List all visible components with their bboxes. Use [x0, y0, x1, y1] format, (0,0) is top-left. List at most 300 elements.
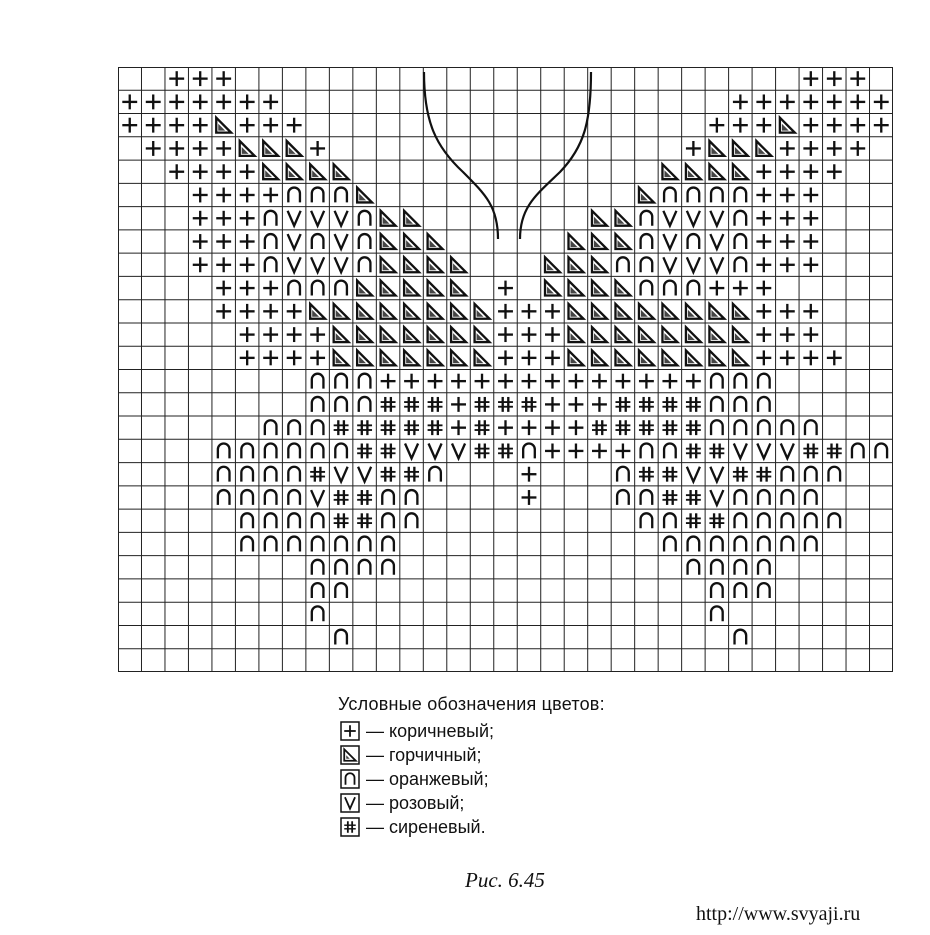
stitch-brown: [733, 94, 748, 109]
color-legend: [338, 694, 605, 839]
stitch-lilac: [686, 443, 701, 458]
stitch-brown: [615, 443, 630, 458]
stitch-lilac: [404, 397, 419, 412]
stitch-mustard: [545, 281, 560, 296]
stitch-brown: [193, 164, 208, 179]
stitch-mustard: [592, 257, 607, 272]
stitch-pink: [663, 234, 676, 249]
stitch-orange: [735, 397, 747, 412]
stitch-orange: [664, 281, 676, 296]
stitch-orange: [805, 537, 817, 552]
stitch-mustard: [357, 281, 372, 296]
stitch-mustard: [357, 304, 372, 319]
stitch-mustard: [334, 164, 349, 179]
stitch-brown: [803, 327, 818, 342]
stitch-brown: [122, 94, 137, 109]
knitting-chart-grid: [118, 67, 893, 672]
stitch-orange: [711, 606, 723, 621]
stitch-brown: [475, 374, 490, 389]
stitch-brown: [803, 304, 818, 319]
stitch-brown: [803, 141, 818, 156]
stitch-brown: [780, 327, 795, 342]
stitch-lilac: [381, 443, 396, 458]
stitch-brown: [850, 71, 865, 86]
stitch-brown: [522, 467, 537, 482]
stitch-lilac: [522, 397, 537, 412]
stitch-mustard: [404, 327, 419, 342]
stitch-orange: [335, 583, 347, 598]
stitch-pink: [710, 234, 723, 249]
stitch-orange: [265, 443, 277, 458]
stitch-mustard: [334, 350, 349, 365]
stitch-brown: [827, 350, 842, 365]
stitch-pink: [335, 257, 348, 272]
stitch-brown: [545, 304, 560, 319]
stitch-brown: [803, 94, 818, 109]
legend-title: Условные обозначения цветов:: [338, 694, 605, 714]
stitch-brown: [146, 141, 161, 156]
stitch-brown: [216, 94, 231, 109]
stitch-orange: [335, 281, 347, 296]
stitch-mustard: [545, 257, 560, 272]
stitch-orange: [406, 490, 418, 505]
stitch-orange: [641, 257, 653, 272]
stitch-orange: [758, 513, 770, 528]
stitch-orange: [688, 537, 700, 552]
stitch-mustard: [381, 327, 396, 342]
stitch-mustard: [451, 327, 466, 342]
stitch-pink: [663, 257, 676, 272]
stitch-brown: [451, 374, 466, 389]
stitch-orange: [288, 188, 300, 203]
stitch-mustard: [592, 350, 607, 365]
stitch-lilac: [639, 467, 654, 482]
stitch-orange: [805, 513, 817, 528]
stitch-brown: [569, 443, 584, 458]
stitch-mustard: [451, 281, 466, 296]
stitch-orange: [735, 374, 747, 389]
stitch-lilac: [686, 490, 701, 505]
stitch-lilac: [615, 397, 630, 412]
stitch-orange: [664, 537, 676, 552]
stitch-brown: [193, 257, 208, 272]
stitch-brown: [756, 211, 771, 226]
stitch-mustard: [357, 327, 372, 342]
grid-lines: [118, 67, 893, 672]
stitch-orange: [335, 374, 347, 389]
stitch-brown: [310, 327, 325, 342]
stitch-orange: [288, 281, 300, 296]
left-antenna: [424, 72, 498, 239]
stitch-brown: [756, 234, 771, 249]
stitch-mustard: [475, 327, 490, 342]
stitch-orange: [359, 560, 371, 575]
stitch-mustard: [569, 304, 584, 319]
stitch-orange: [735, 420, 747, 435]
stitch-brown: [263, 94, 278, 109]
legend-label-pink: — розовый;: [366, 792, 465, 813]
stitch-orange: [735, 583, 747, 598]
stitch-lilac: [592, 420, 607, 435]
legend-label-orange: — оранжевый;: [366, 768, 489, 789]
stitch-mustard: [780, 118, 795, 133]
stitch-pink: [710, 490, 723, 505]
stitch-orange: [265, 537, 277, 552]
stitch-brown: [193, 234, 208, 249]
stitch-mustard: [428, 327, 443, 342]
stitch-brown: [639, 374, 654, 389]
stitch-orange: [288, 490, 300, 505]
stitch-mustard: [733, 304, 748, 319]
stitch-orange: [359, 537, 371, 552]
stitch-lilac: [381, 467, 396, 482]
stitch-mustard: [615, 281, 630, 296]
stitch-brown: [498, 304, 513, 319]
stitch-brown: [756, 164, 771, 179]
stitch-orange: [265, 420, 277, 435]
stitch-orange: [382, 560, 394, 575]
stitch-brown: [756, 281, 771, 296]
stitch-mustard: [569, 257, 584, 272]
stitch-brown: [193, 211, 208, 226]
stitch-brown: [756, 118, 771, 133]
stitch-brown: [780, 211, 795, 226]
stitch-brown: [240, 304, 255, 319]
stitch-mustard: [756, 141, 771, 156]
stitch-brown: [169, 141, 184, 156]
stitch-mustard: [357, 188, 372, 203]
stitch-mustard: [592, 304, 607, 319]
stitch-mustard: [662, 327, 677, 342]
stitch-mustard: [216, 118, 231, 133]
stitch-mustard: [615, 304, 630, 319]
stitch-brown: [662, 374, 677, 389]
stitch-pink: [358, 467, 371, 482]
stitch-brown: [498, 327, 513, 342]
stitch-brown: [592, 397, 607, 412]
stitch-orange: [641, 513, 653, 528]
stitch-orange: [758, 397, 770, 412]
stitch-lilac: [357, 420, 372, 435]
stitch-brown: [240, 94, 255, 109]
stitch-brown: [780, 164, 795, 179]
stitch-orange: [288, 467, 300, 482]
stitch-mustard: [733, 141, 748, 156]
stitch-orange: [875, 443, 887, 458]
stitch-orange: [688, 281, 700, 296]
stitch-mustard: [357, 350, 372, 365]
stitch-brown: [827, 141, 842, 156]
stitch-mustard: [733, 350, 748, 365]
stitch-orange: [735, 211, 747, 226]
plus-symbol-icon: [340, 721, 360, 741]
stitch-mustard: [709, 164, 724, 179]
stitch-pink: [687, 257, 700, 272]
stitch-brown: [169, 164, 184, 179]
stitch-orange: [265, 490, 277, 505]
stitch-brown: [780, 141, 795, 156]
stitch-pink: [288, 257, 301, 272]
stitch-orange: [735, 257, 747, 272]
stitch-lilac: [662, 397, 677, 412]
stitch-lilac: [404, 420, 419, 435]
stitch-lilac: [615, 420, 630, 435]
stitch-orange: [523, 443, 535, 458]
stitch-orange: [641, 211, 653, 226]
stitch-mustard: [428, 257, 443, 272]
stitch-orange: [852, 443, 864, 458]
stitch-orange: [218, 490, 230, 505]
stitch-orange: [664, 188, 676, 203]
stitch-lilac: [357, 490, 372, 505]
stitch-brown: [193, 141, 208, 156]
legend-item-lilac: [340, 815, 605, 839]
stitch-orange: [359, 397, 371, 412]
stitch-brown: [240, 327, 255, 342]
stitch-brown: [780, 304, 795, 319]
stitch-orange: [382, 513, 394, 528]
stitch-brown: [240, 164, 255, 179]
stitch-brown: [240, 211, 255, 226]
stitch-brown: [850, 141, 865, 156]
stitch-brown: [569, 374, 584, 389]
stitch-orange: [805, 420, 817, 435]
stitch-brown: [592, 443, 607, 458]
stitch-orange: [429, 467, 441, 482]
stitch-mustard: [569, 234, 584, 249]
stitch-pink: [734, 443, 747, 458]
stitch-mustard: [428, 281, 443, 296]
stitch-orange: [312, 606, 324, 621]
stitch-brown: [193, 118, 208, 133]
legend-item-pink: [340, 791, 605, 815]
stitch-brown: [756, 304, 771, 319]
stitch-brown: [498, 420, 513, 435]
stitch-orange: [758, 490, 770, 505]
stitch-brown: [404, 374, 419, 389]
stitch-brown: [146, 118, 161, 133]
stitch-lilac: [639, 397, 654, 412]
stitch-orange: [312, 420, 324, 435]
stitch-brown: [122, 118, 137, 133]
source-url: http://www.svyaji.ru: [696, 903, 861, 925]
stitch-lilac: [334, 420, 349, 435]
stitch-lilac: [662, 467, 677, 482]
stitch-brown: [733, 118, 748, 133]
stitch-brown: [569, 420, 584, 435]
triangle-symbol-icon: [340, 745, 360, 765]
stitch-orange: [312, 188, 324, 203]
stitch-mustard: [428, 234, 443, 249]
stitch-brown: [263, 118, 278, 133]
stitch-orange: [805, 490, 817, 505]
stitch-mustard: [615, 327, 630, 342]
stitch-orange: [617, 257, 629, 272]
legend-label-mustard: — горчичный;: [366, 744, 482, 765]
stitch-brown: [850, 94, 865, 109]
stitch-orange: [312, 234, 324, 249]
stitch-mustard: [381, 234, 396, 249]
stitch-orange: [711, 420, 723, 435]
stitch-mustard: [615, 211, 630, 226]
stitch-pink: [757, 443, 770, 458]
stitch-orange: [805, 467, 817, 482]
legend-item-mustard: [340, 743, 605, 767]
stitch-orange: [241, 513, 253, 528]
stitch-brown: [287, 118, 302, 133]
stitch-brown: [287, 350, 302, 365]
stitch-lilac: [498, 443, 513, 458]
stitch-brown: [522, 304, 537, 319]
stitch-pink: [687, 467, 700, 482]
stitch-orange: [641, 234, 653, 249]
stitch-orange: [312, 443, 324, 458]
stitch-brown: [263, 281, 278, 296]
stitch-orange: [758, 374, 770, 389]
stitch-mustard: [263, 141, 278, 156]
stitch-brown: [545, 443, 560, 458]
stitch-pink: [710, 211, 723, 226]
stitch-orange: [782, 537, 794, 552]
stitch-orange: [359, 257, 371, 272]
stitch-brown: [686, 141, 701, 156]
stitch-mustard: [475, 304, 490, 319]
stitch-brown: [263, 188, 278, 203]
stitch-mustard: [381, 304, 396, 319]
stitch-pink: [335, 234, 348, 249]
stitch-brown: [780, 257, 795, 272]
stitch-brown: [522, 420, 537, 435]
stitch-brown: [216, 304, 231, 319]
stitch-mustard: [310, 304, 325, 319]
stitch-lilac: [310, 467, 325, 482]
stitch-lilac: [357, 513, 372, 528]
stitch-mustard: [662, 304, 677, 319]
stitch-brown: [216, 141, 231, 156]
stitch-brown: [169, 94, 184, 109]
stitch-mustard: [686, 350, 701, 365]
stitch-lilac: [662, 490, 677, 505]
stitch-brown: [803, 234, 818, 249]
stitch-mustard: [639, 304, 654, 319]
stitch-orange: [312, 583, 324, 598]
stitch-lilac: [709, 443, 724, 458]
stitch-orange: [758, 560, 770, 575]
stitch-orange: [735, 560, 747, 575]
stitch-lilac: [357, 443, 372, 458]
stitch-pink: [311, 257, 324, 272]
stitch-pink: [429, 443, 442, 458]
stitch-mustard: [709, 350, 724, 365]
stitch-brown: [498, 281, 513, 296]
stitch-mustard: [381, 257, 396, 272]
stitch-lilac: [334, 490, 349, 505]
stitch-orange: [688, 188, 700, 203]
stitch-mustard: [404, 211, 419, 226]
stitch-pink: [311, 490, 324, 505]
stitch-brown: [216, 281, 231, 296]
stitch-orange: [288, 537, 300, 552]
stitch-brown: [803, 164, 818, 179]
stitch-orange: [265, 467, 277, 482]
stitch-mustard: [381, 350, 396, 365]
stitch-orange: [758, 583, 770, 598]
stitch-lilac: [475, 420, 490, 435]
stitch-orange: [735, 630, 747, 645]
stitch-brown: [709, 281, 724, 296]
stitch-brown: [780, 94, 795, 109]
stitch-mustard: [615, 234, 630, 249]
stitch-lilac: [686, 397, 701, 412]
stitch-mustard: [592, 327, 607, 342]
stitch-brown: [756, 94, 771, 109]
stitch-mustard: [451, 304, 466, 319]
stitch-mustard: [451, 257, 466, 272]
stitch-mustard: [569, 281, 584, 296]
stitch-brown: [263, 304, 278, 319]
stitch-mustard: [263, 164, 278, 179]
stitch-mustard: [709, 141, 724, 156]
stitch-lilac: [639, 420, 654, 435]
stitch-orange: [782, 513, 794, 528]
stitch-orange: [382, 537, 394, 552]
stitch-lilac: [334, 513, 349, 528]
stitch-mustard: [381, 211, 396, 226]
stitch-brown: [850, 118, 865, 133]
stitch-mustard: [404, 234, 419, 249]
stitch-brown: [193, 94, 208, 109]
stitch-mustard: [686, 327, 701, 342]
stitch-orange: [312, 281, 324, 296]
stitch-mustard: [592, 234, 607, 249]
butterfly-antennae: [424, 72, 591, 239]
stitch-orange: [641, 490, 653, 505]
stitch-lilac: [475, 397, 490, 412]
stitch-orange: [241, 537, 253, 552]
stitch-brown: [827, 118, 842, 133]
stitch-brown: [216, 71, 231, 86]
stitch-brown: [522, 350, 537, 365]
stitch-brown: [874, 94, 889, 109]
stitch-lilac: [475, 443, 490, 458]
stitch-orange: [664, 443, 676, 458]
stitch-orange: [335, 630, 347, 645]
stitch-mustard: [709, 327, 724, 342]
stitch-lilac: [381, 420, 396, 435]
stitch-brown: [522, 490, 537, 505]
stitch-orange: [758, 420, 770, 435]
stitch-brown: [522, 327, 537, 342]
stitch-lilac: [428, 420, 443, 435]
stitch-brown: [240, 188, 255, 203]
stitch-lilac: [428, 397, 443, 412]
stitch-orange: [711, 583, 723, 598]
stitch-orange: [641, 281, 653, 296]
stitch-mustard: [592, 211, 607, 226]
stitch-orange: [617, 467, 629, 482]
stitch-brown: [216, 211, 231, 226]
stitch-pink: [288, 211, 301, 226]
stitch-orange: [265, 513, 277, 528]
stitch-brown: [240, 257, 255, 272]
stitch-brown: [733, 281, 748, 296]
stitch-brown: [263, 350, 278, 365]
legend-label-lilac: — сиреневый.: [366, 816, 486, 837]
stitch-orange: [782, 490, 794, 505]
stitch-lilac: [662, 420, 677, 435]
stitch-brown: [780, 188, 795, 203]
stitch-mustard: [451, 350, 466, 365]
